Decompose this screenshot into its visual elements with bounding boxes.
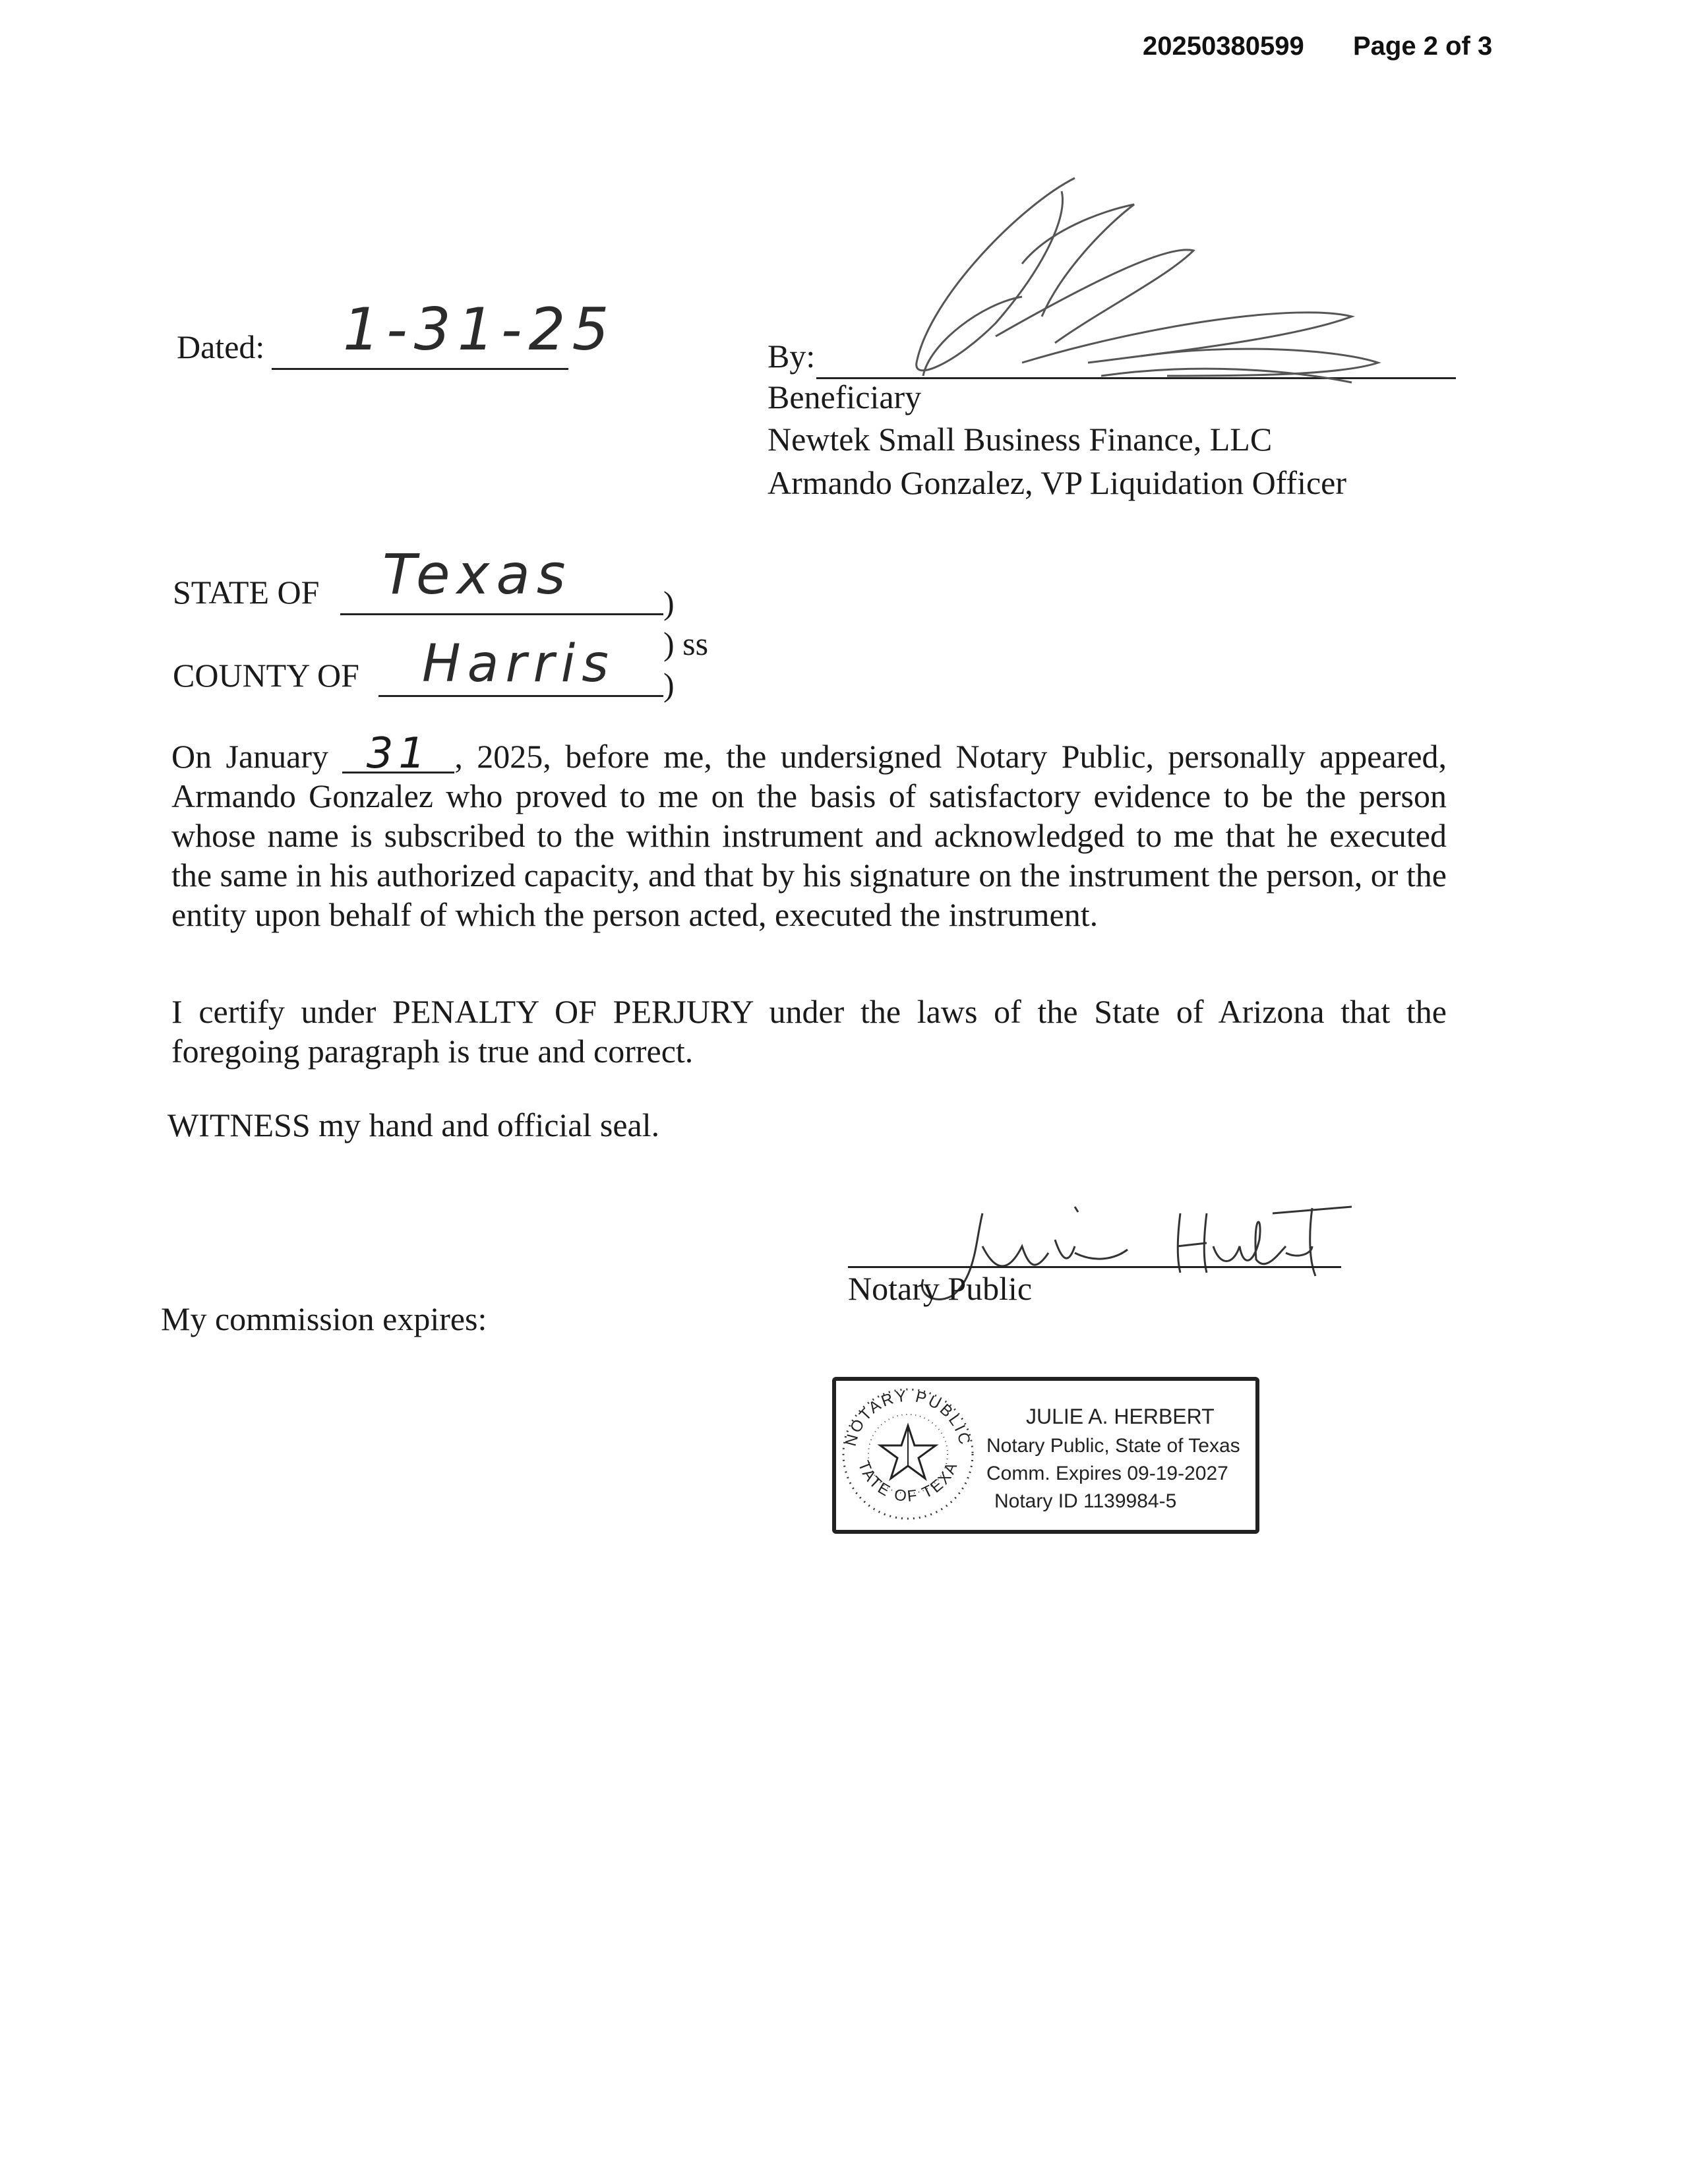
certify-paragraph: I certify under PENALTY OF PERJURY under the laws of the State of Arizona that the foregoing paragraph is true and correct.: [171, 993, 1447, 1070]
county-label: COUNTY OF: [173, 657, 359, 694]
commission-expires-label: My commission expires:: [161, 1300, 487, 1337]
signer-company: Newtek Small Business Finance, LLC: [768, 421, 1273, 458]
witness-statement: WITNESS my hand and official seal.: [167, 1107, 660, 1143]
page-indicator: Page 2 of 3: [1353, 32, 1493, 61]
acknowledgment-lead: On January: [171, 738, 328, 775]
acknowledgment-paragraph: [171, 729, 1447, 934]
state-handwritten-value: Texas: [382, 542, 572, 607]
seal-ring-bottom-text: STATE OF TEXAS: [832, 1371, 962, 1506]
signer-role: Beneficiary: [768, 379, 922, 415]
county-handwritten-value: Harris: [422, 634, 615, 694]
signer-name-title: Armando Gonzalez, VP Liquidation Officer: [768, 464, 1347, 501]
seal-notary-id: Notary ID 1139984-5: [994, 1490, 1177, 1512]
dated-underline: [272, 368, 568, 370]
notary-signature-line: [848, 1266, 1341, 1268]
seal-name: JULIE A. HERBERT: [1026, 1405, 1215, 1428]
by-label: By:: [768, 338, 816, 375]
acknowledgment-day-handwritten: 31: [342, 736, 454, 774]
ss-mark: ) ss: [663, 625, 709, 662]
seal-ring-top-text: NOTARY PUBLIC: [841, 1387, 975, 1448]
county-paren: ): [663, 666, 675, 703]
notary-label: Notary Public: [848, 1270, 1033, 1307]
acknowledgment-body: , 2025, before me, the undersigned Notary Public, personally appeared, Armando Gonzalez who proved to me on the basis of satisfactory evidence to be the person whose name is subscribed to the within instrument and acknowledged to me that he executed the same in his authorized capacity, and that by his signature on the instrument the person, or the entity upon behalf of which the person acted, executed the instrument.: [171, 738, 1447, 933]
state-paren: ): [663, 584, 675, 621]
dated-handwritten-value: 1-31-25: [343, 295, 616, 363]
notary-seal-emblem: [832, 1371, 977, 1523]
notary-seal-stamp: [832, 1371, 1259, 1534]
seal-title: Notary Public, State of Texas: [986, 1435, 1240, 1457]
seal-expires: Comm. Expires 09-19-2027: [986, 1463, 1228, 1484]
county-underline: [378, 695, 663, 697]
state-label: STATE OF: [173, 574, 320, 611]
state-underline: [340, 613, 663, 615]
document-number: 20250380599: [1143, 32, 1304, 61]
dated-label: Dated:: [177, 328, 265, 365]
